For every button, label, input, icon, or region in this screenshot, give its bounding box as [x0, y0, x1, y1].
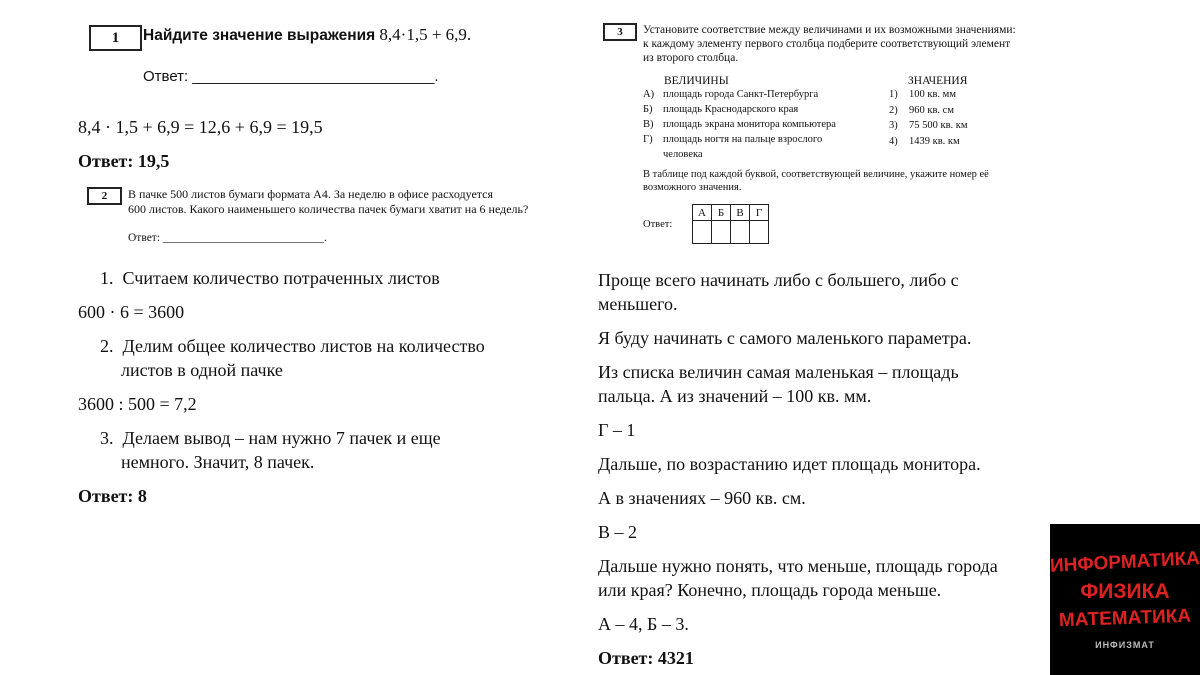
quantity-item: В) площадь экрана монитора компьютера	[643, 119, 836, 130]
solution3-p5: Дальше, по возрастанию идет площадь монитора.	[598, 454, 981, 474]
task1-expression: 8,4·1,5 + 6,9.	[379, 25, 472, 44]
answer-cell	[750, 221, 769, 244]
task3-instructions: В таблице под каждой буквой, соответствующей величине, укажите номер её возможного значения.	[643, 169, 989, 193]
quantity-item-cont: человека	[663, 149, 703, 160]
task2-question: В пачке 500 листов бумаги формата А4. За неделю в офисе расходуется 600 листов. Какого наименьшего количества пачек бумаги хватит на 6 недель?	[128, 187, 529, 216]
answer-cell	[712, 221, 731, 244]
solution3-p1: Проще всего начинать либо с большего, либо с меньшего.	[598, 270, 959, 314]
value-item: 4) 1439 кв. км	[889, 135, 960, 147]
task3-number-box: 3	[603, 23, 637, 41]
task2-answer-line: Ответ: ____________________________.	[128, 232, 327, 244]
task3-col1-header: ВЕЛИЧИНЫ	[664, 75, 729, 87]
solution3-p3: Из списка величин самая маленькая – площадь пальца. А из значений – 100 кв. мм.	[598, 362, 959, 406]
task1-number-box: 1	[89, 25, 142, 51]
logo-line-infizmat: ИНФИЗМАТ	[1095, 640, 1155, 650]
solution3-p2: Я буду начинать с самого маленького параметра.	[598, 328, 972, 348]
table-header-cell: Г	[750, 205, 769, 221]
value-item: 3) 75 500 кв. км	[889, 120, 968, 131]
task2-number-box: 2	[87, 187, 122, 205]
solution3-p7: В – 2	[598, 522, 638, 542]
solution3-answer: Ответ: 4321	[598, 648, 694, 668]
logo-line-matematika: МАТЕМАТИКА	[1058, 605, 1192, 632]
table-header-cell: Б	[712, 205, 731, 221]
task3-quantities	[643, 88, 836, 161]
solution3-p9: А – 4, Б – 3.	[598, 614, 689, 634]
solution2-calc1: 600 · 6 = 3600	[78, 302, 185, 322]
table-header-cell: В	[731, 205, 750, 221]
answer-cell	[693, 221, 712, 244]
task3-col2-header: ЗНАЧЕНИЯ	[908, 75, 968, 87]
task1-question: Найдите значение выражения 8,4·1,5 + 6,9.	[143, 25, 472, 44]
solution3-p4: Г – 1	[598, 420, 636, 440]
task3-question: Установите соответствие между величинами и их возможными значениями: к каждому элементу первого столбца подберите соответствующий элемент из второго столбца.	[643, 24, 1016, 64]
logo-line-informatika: ИНФОРМАТИКА	[1050, 548, 1200, 577]
value-item: 1) 100 кв. мм	[889, 89, 956, 100]
table-header-cell: А	[693, 205, 712, 221]
solution2-answer: Ответ: 8	[78, 486, 147, 506]
solution3-p8: Дальше нужно понять, что меньше, площадь города или края? Конечно, площадь города меньше.	[598, 556, 998, 600]
logo-line-fizika: ФИЗИКА	[1080, 580, 1170, 603]
quantity-item: Г) площадь ногтя на пальце взрослого	[643, 134, 823, 145]
quantity-item: А) площадь города Санкт-Петербурга	[643, 89, 819, 100]
task1-answer-line: Ответ: _____________________________.	[143, 68, 439, 85]
solution2-calc2: 3600 : 500 = 7,2	[78, 394, 197, 414]
quantity-item: Б) площадь Краснодарского края	[643, 104, 799, 115]
solution1-calculation: 8,4 · 1,5 + 6,9 = 12,6 + 6,9 = 19,5	[78, 117, 323, 137]
solution3-p6: А в значениях – 960 кв. см.	[598, 488, 806, 508]
solution2-step2: 2. Делим общее количество листов на количество листов в одной пачке	[100, 336, 485, 380]
solution2-step1: 1. Считаем количество потраченных листов	[100, 268, 440, 288]
solution2-step3: 3. Делаем вывод – нам нужно 7 пачек и еще немного. Значит, 8 пачек.	[100, 428, 441, 472]
value-item: 2) 960 кв. см	[889, 104, 954, 116]
solution1-answer: Ответ: 19,5	[78, 151, 170, 171]
logo	[1050, 524, 1200, 675]
task3-answer-label: Ответ:	[643, 219, 673, 230]
task3-answer-table	[692, 204, 769, 244]
answer-cell	[731, 221, 750, 244]
task3-values	[889, 88, 968, 150]
